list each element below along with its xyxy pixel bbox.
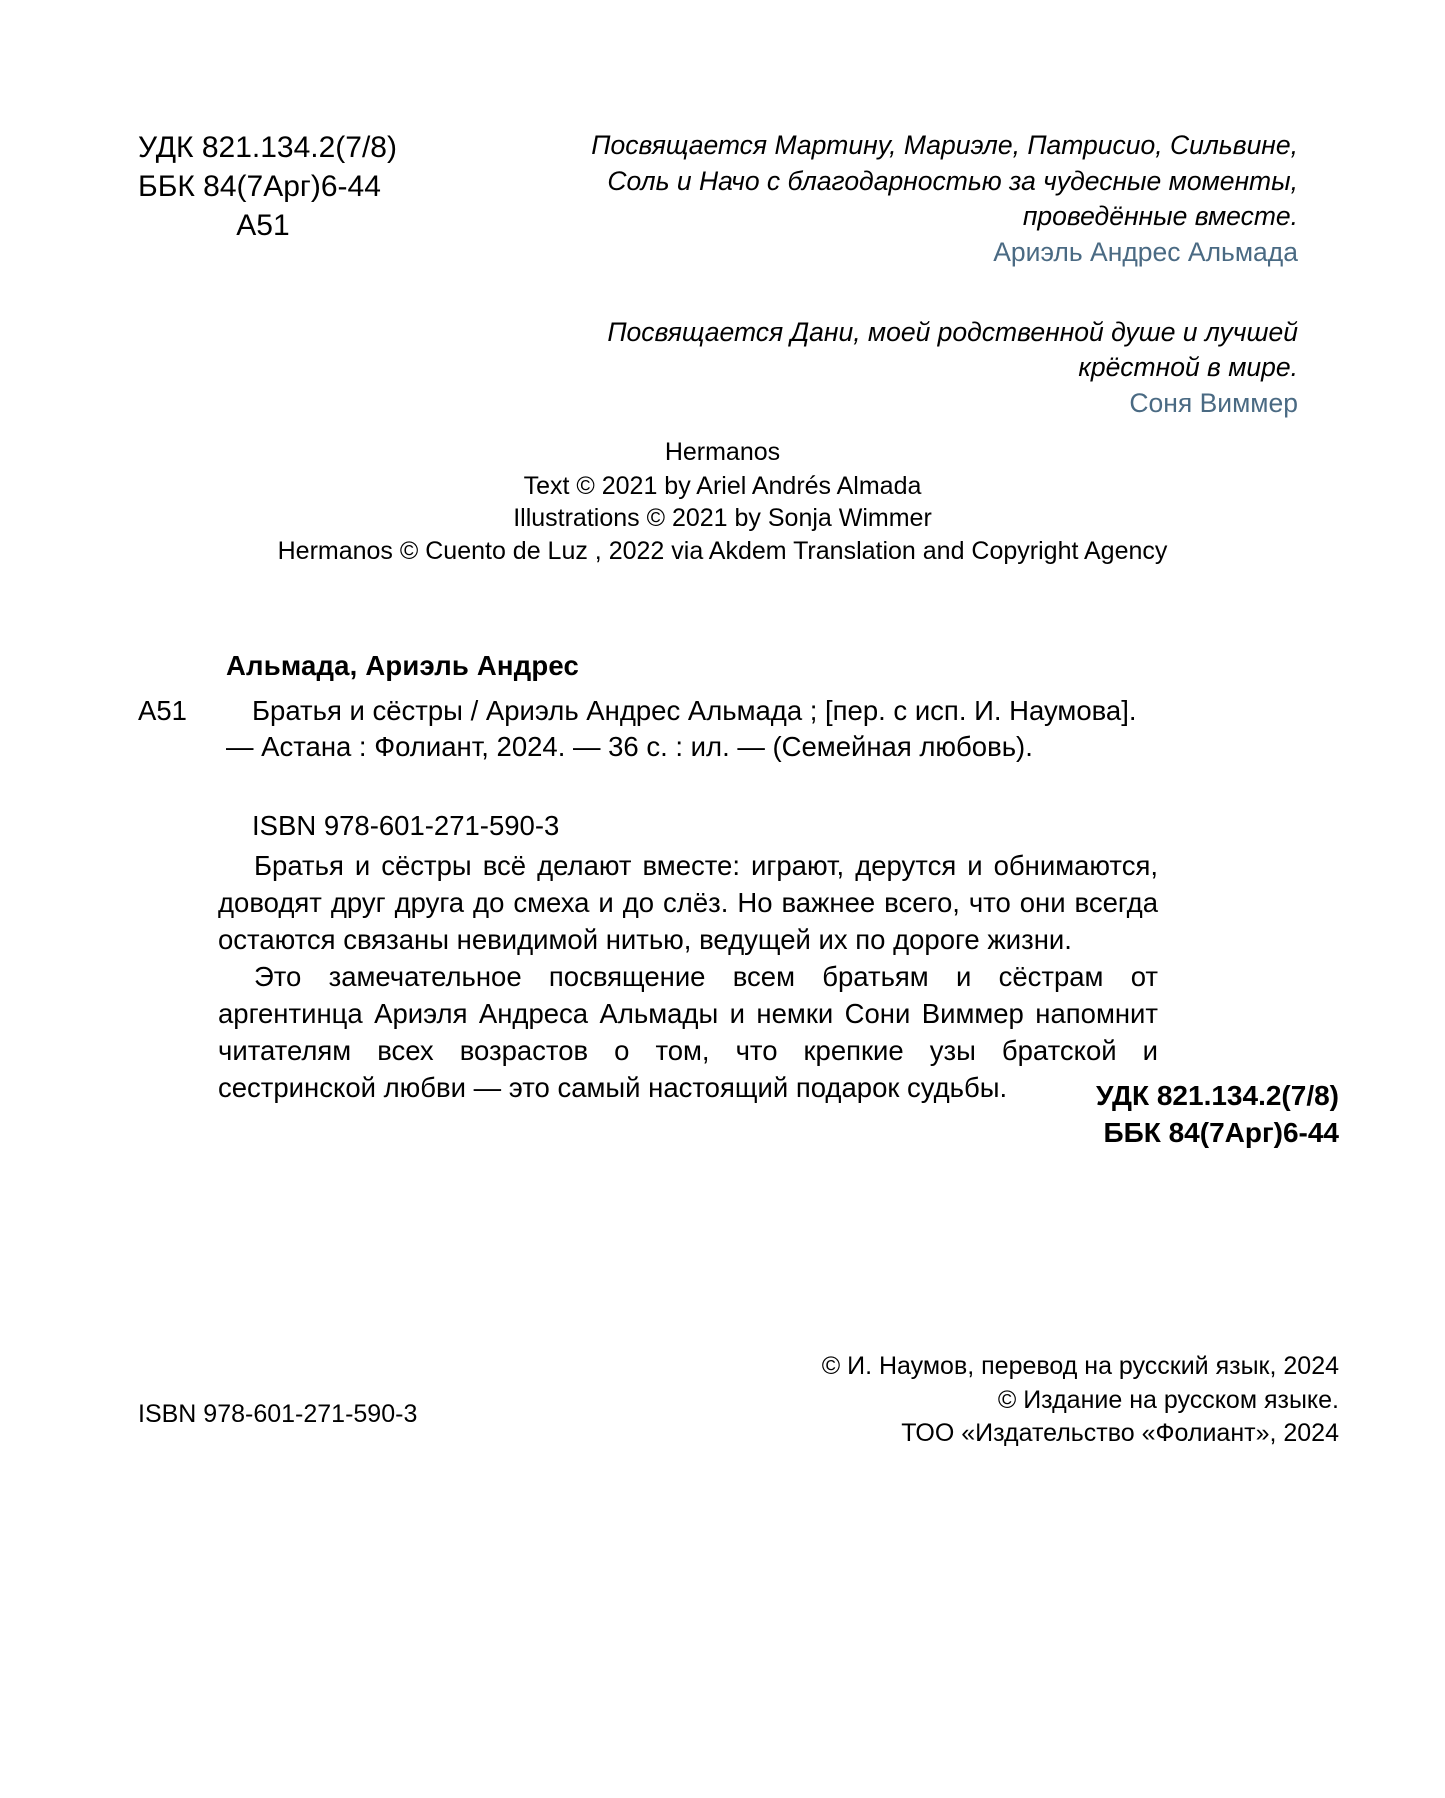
classification-repeat-block (1096, 1078, 1339, 1152)
cip-author-heading: Альмада, Ариэль Андрес (226, 650, 579, 681)
original-copyright-block (0, 436, 1445, 567)
udk-code: УДК 821.134.2(7/8) (138, 131, 397, 164)
dedication-spacer (558, 271, 1298, 315)
dedication-text-2: Посвящается Дани, моей родственной душе и лучшей крёстной в мире. (607, 316, 1298, 383)
footer-edition-credit: © Издание на русском языке. (997, 1385, 1339, 1414)
annotation-block (218, 848, 1158, 1107)
footer-translation-credit: © И. Наумов, перевод на русский язык, 2024 (821, 1352, 1339, 1380)
bbk-code: ББК 84(7Арг)6-44 (138, 170, 381, 203)
original-rights-line: Hermanos © Cuento de Luz , 2022 via Akdem Translation and Copyright Agency (277, 536, 1168, 565)
cip-block (138, 648, 1168, 844)
cip-description: Братья и сёстры / Ариэль Андрес Альмада ; [пер. с исп. И. Наумова]. — Астана : Фолиант, 2024. — 36 с. : ил. — (Семейная любовь). (226, 695, 1137, 763)
annotation-paragraph-1: Братья и сёстры всё делают вместе: играют, дерутся и обнимаются, доводят друг друга до смеха и до слёз. Но важнее всего, что они всегда остаются связаны невидимой нитью, ведущей их по дороге жизни. (218, 850, 1158, 955)
classification-block (138, 128, 538, 245)
bbk-code-repeat: ББК 84(7Арг)6-44 (1103, 1116, 1339, 1148)
dedication-text-1: Посвящается Мартину, Мариэле, Патрисио, Сильвине, Соль и Начо с благодарностью за чудесные моменты, проведённые вместе. (591, 130, 1298, 232)
dedication-signature-2: Соня Виммер (1129, 387, 1298, 418)
original-text-credit: Text © 2021 by Ariel Andrés Almada (523, 471, 922, 500)
cip-shelf-mark: А51 (138, 695, 187, 727)
original-title: Hermanos (664, 438, 781, 466)
footer-isbn: ISBN 978-601-271-590-3 (138, 1400, 418, 1428)
dedications-block (558, 128, 1326, 421)
top-zone (0, 128, 1445, 421)
original-illustrations-credit: Illustrations © 2021 by Sonja Wimmer (513, 504, 932, 532)
cip-body (138, 693, 1168, 765)
dedication-signature-1: Ариэль Андрес Альмада (993, 236, 1298, 267)
cip-isbn: ISBN 978-601-271-590-3 (252, 810, 560, 842)
footer-credits (822, 1350, 1339, 1451)
footer-publisher-credit: ТОО «Издательство «Фолиант», 2024 (901, 1419, 1339, 1447)
shelf-code: А51 (236, 209, 290, 242)
annotation-paragraph-2: Это замечательное посвящение всем братьям и сёстрам от аргентинца Ариэля Андреса Альмады и немки Сони Виммер напомнит читателям всех возрастов о том, что крепкие узы братской и сестринской любви — это самый настоящий подарок судьбы. (218, 960, 1158, 1103)
udk-code-repeat: УДК 821.134.2(7/8) (1096, 1080, 1339, 1111)
